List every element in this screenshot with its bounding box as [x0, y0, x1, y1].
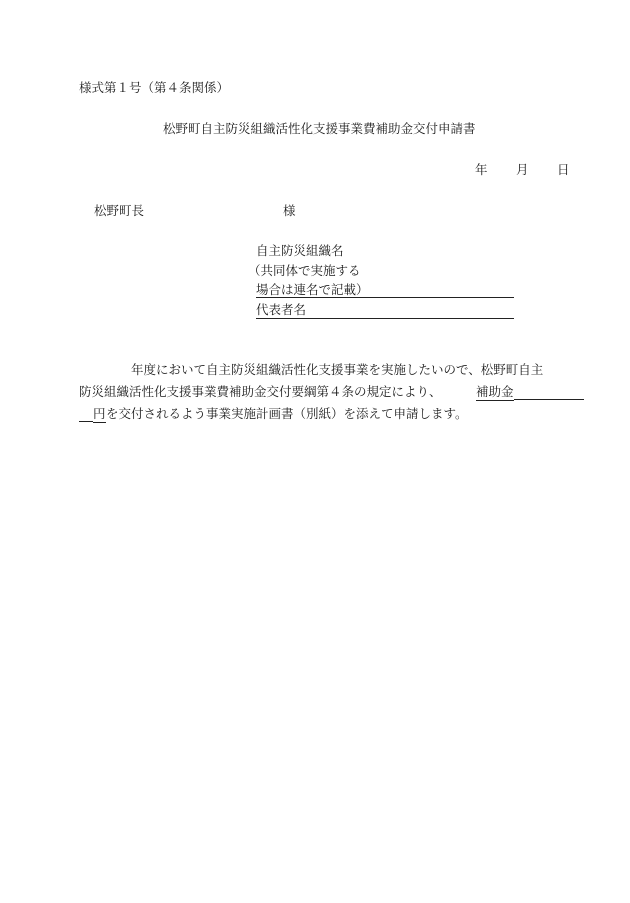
joint-note-line1: （共同体で実施する — [248, 263, 361, 278]
date-day-label: 日 — [557, 162, 570, 177]
subsidy-amount-underline — [514, 399, 584, 400]
representative-underline — [256, 318, 514, 319]
org-name-label: 自主防災組織名 — [256, 243, 344, 258]
body-line-2-prefix: 防災組織活性化支援事業費補助金交付要綱第４条の規定により、 — [79, 384, 442, 399]
addressee-honorific: 様 — [283, 203, 296, 218]
body-line-1: 年度において自主防災組織活性化支援事業を実施したいので、松野町自主 — [131, 362, 544, 377]
date-year-label: 年 — [475, 162, 488, 177]
subsidy-label: 補助金 — [476, 384, 514, 399]
form-number: 様式第１号（第４条関係） — [79, 80, 230, 95]
form-title: 松野町自主防災組織活性化支援事業費補助金交付申請書 — [163, 121, 476, 136]
subsidy-amount-underline-cont — [79, 421, 93, 422]
body-line-3-rest: を交付されるよう事業実施計画書（別紙）を添えて申請します。 — [106, 406, 468, 421]
joint-name-underline — [256, 297, 514, 298]
representative-label: 代表者名 — [256, 302, 307, 317]
yen-unit: 円 — [93, 406, 106, 421]
date-month-label: 月 — [516, 162, 529, 177]
addressee-name: 松野町長 — [94, 203, 145, 218]
joint-note-line2: 場合は連名で記載） — [256, 282, 369, 297]
